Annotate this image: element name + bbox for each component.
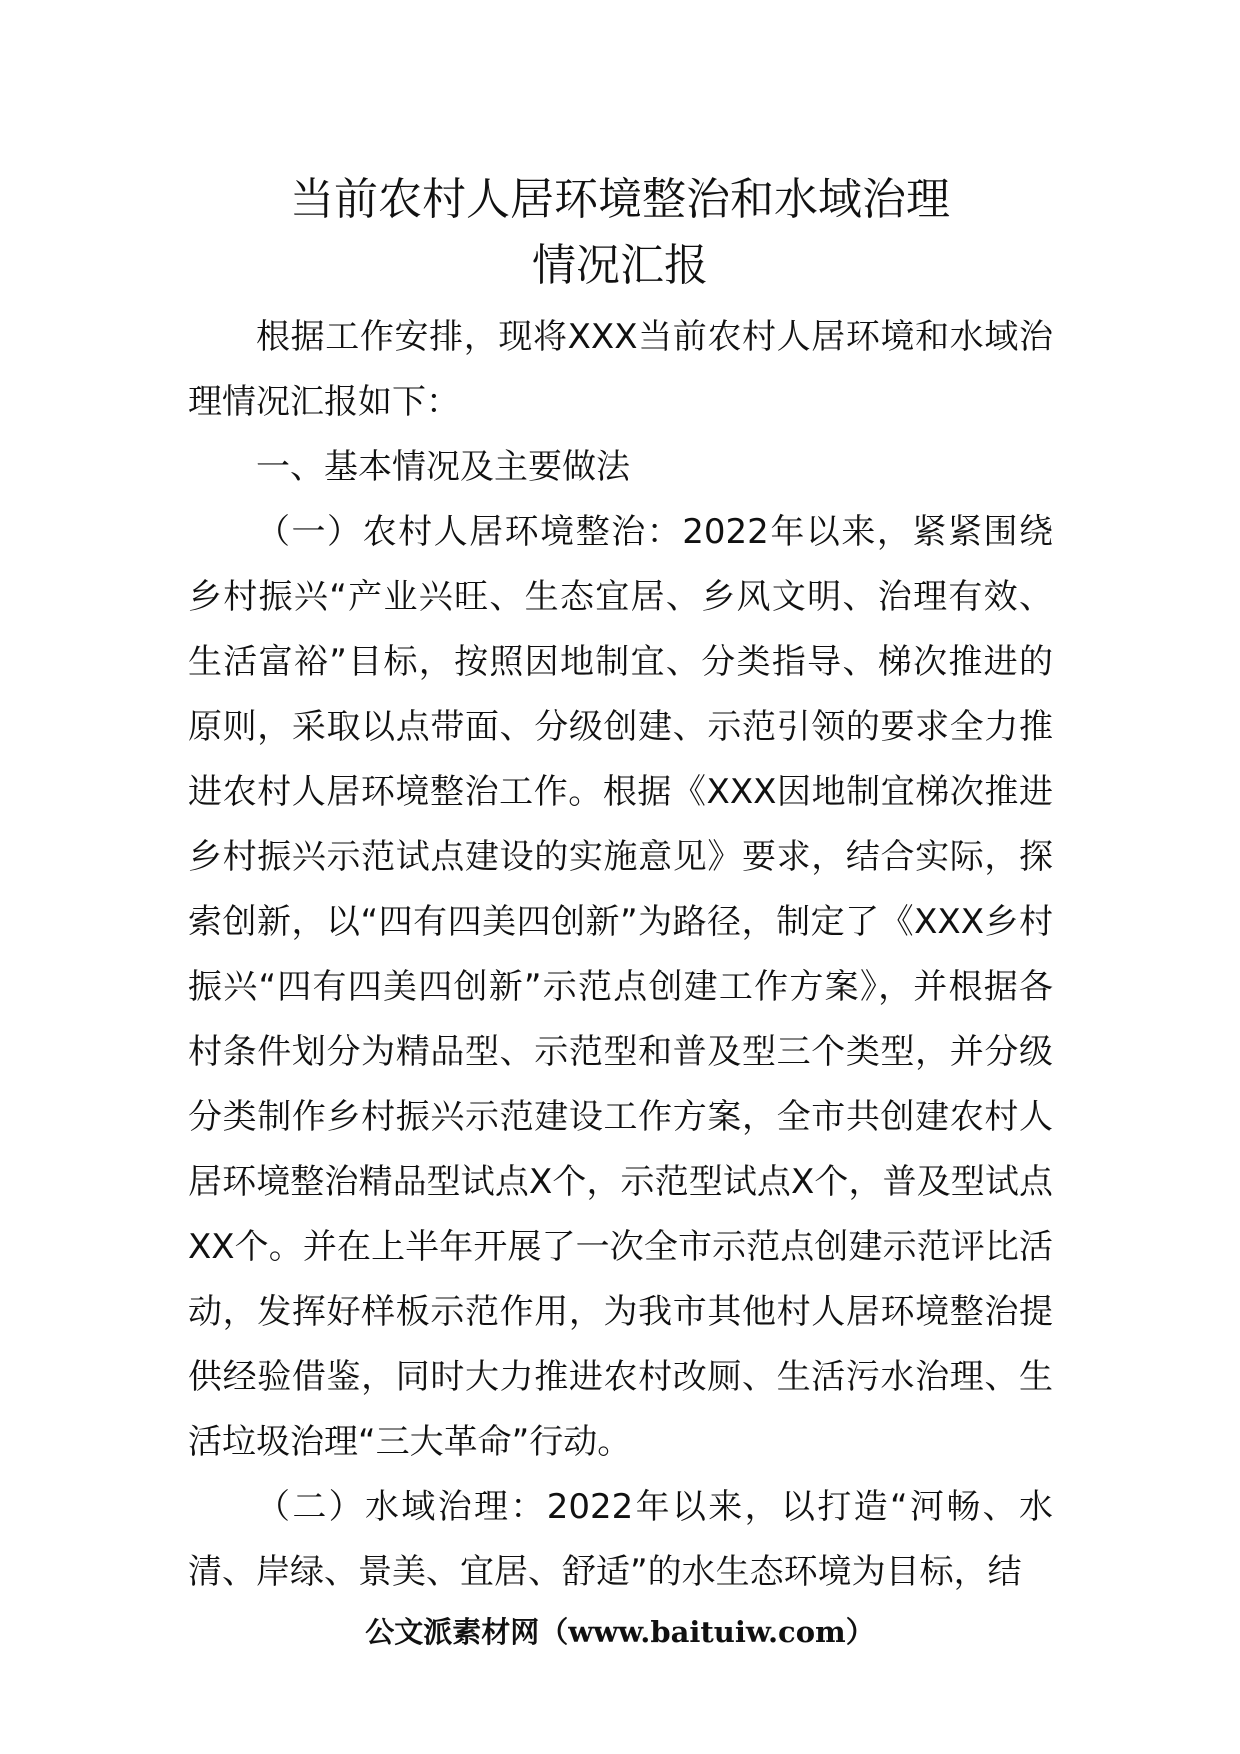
paragraph-water-governance: （二）水域治理：2022年以来，以打造“河畅、水清、岸绿、景美、宜居、舒适”的水生态环境为目标，结	[188, 1487, 1053, 1592]
document-body	[188, 305, 1053, 1605]
document-title-line-1: 当前农村人居环境整治和水域治理	[290, 174, 950, 225]
paragraph-rural-environment: （一）农村人居环境整治：2022年以来，紧紧围绕乡村振兴“产业兴旺、生态宜居、乡风文明、治理有效、生活富裕”目标，按照因地制宜、分类指导、梯次推进的原则，采取以点带面、分级创建、示范引领的要求全力推进农村人居环境整治工作。根据《XXX因地制宜梯次推进乡村振兴示范试点建设的实施意见》要求，结合实际，探索创新，以“四有四美四创新”为路径，制定了《XXX乡村振兴“四有四美四创新”示范点创建工作方案》，并根据各村条件划分为精品型、示范型和普及型三个类型，并分级分类制作乡村振兴示范建设工作方案，全市共创建农村人居环境整治精品型试点X个，示范型试点X个，普及型试点XX个。并在上半年开展了一次全市示范点创建示范评比活动，发挥好样板示范作用，为我市其他村人居环境整治提供经验借鉴，同时大力推进农村改厕、生活污水治理、生活垃圾治理“三大革命”行动。	[188, 512, 1053, 1462]
footer-watermark: 公文派素材网（www.baituiw.com）	[365, 1615, 875, 1649]
section-heading: 一、基本情况及主要做法	[256, 447, 630, 487]
document-title-line-2: 情况汇报	[532, 240, 708, 291]
paragraph-intro: 根据工作安排，现将XXX当前农村人居环境和水域治理情况汇报如下：	[188, 317, 1053, 422]
